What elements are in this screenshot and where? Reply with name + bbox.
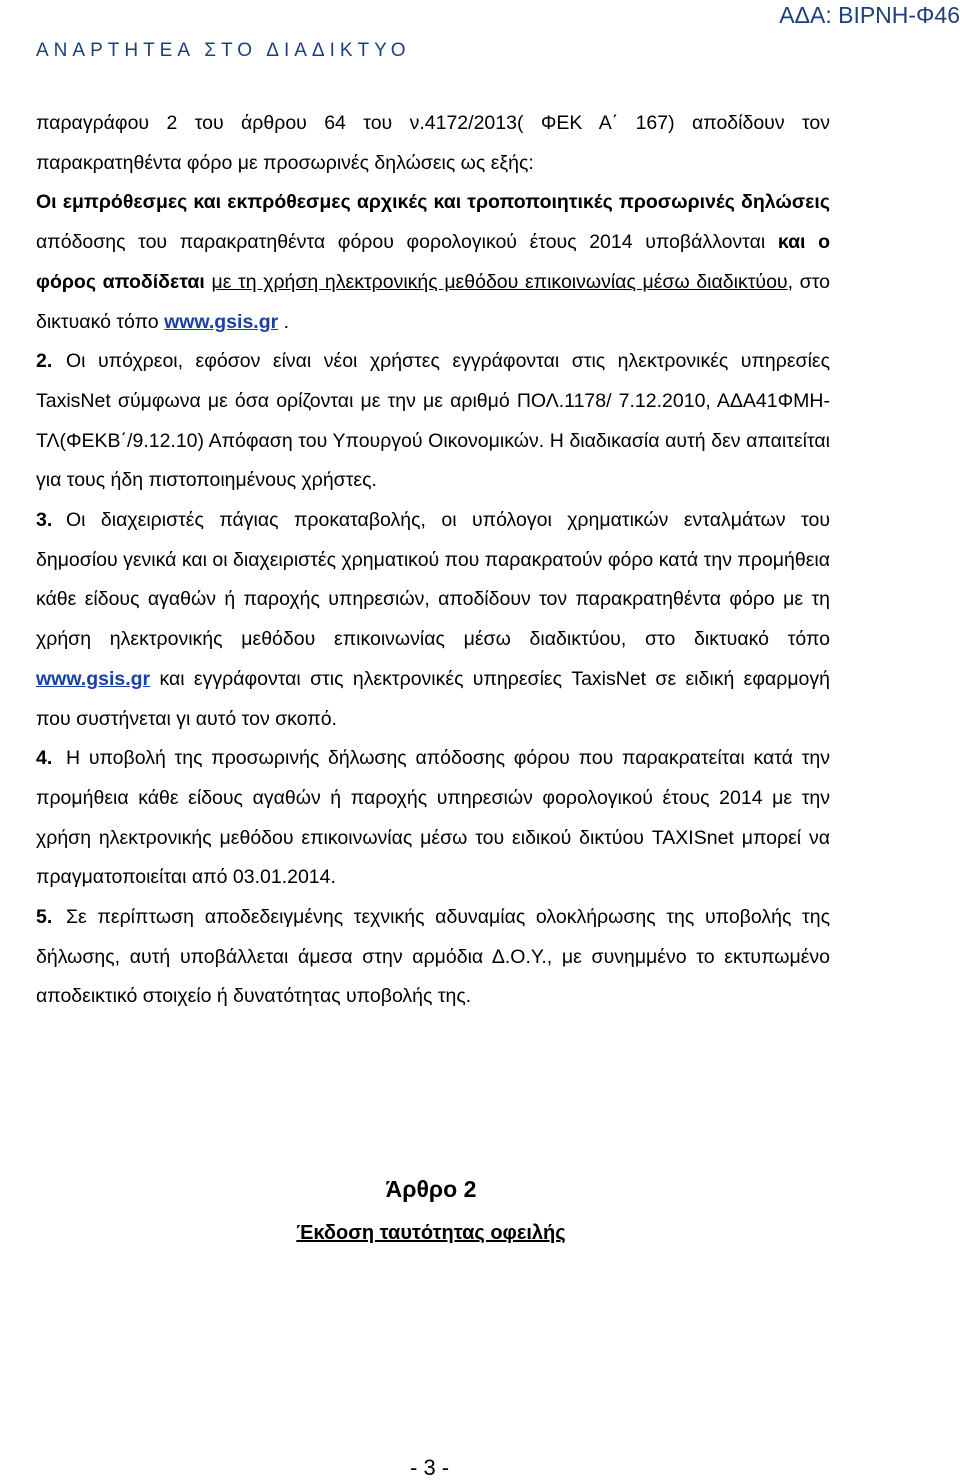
paragraph-1: παραγράφου 2 του άρθρου 64 του ν.4172/2013( ΦΕΚ Α΄ 167) αποδίδουν τον παρακρατηθέντα φόρο με προσωρινές δηλώσεις ως εξής: Οι εμπρόθεσμες και εκπρόθεσμες αρχικές και τροποποιητικές προσωρινές δηλώσεις απόδοσης του παρακρατηθέντα φόρου φορολογικού έτους 2014 υποβάλλονται και ο φόρος αποδίδεται με τη χρήση ηλεκτρονικής μεθόδου επικοινωνίας μέσω διαδικτύου, στο δικτυακό τόπο www.gsis.gr . bbox=[36, 112, 831, 333]
paragraph-1-intro: παραγράφου 2 του άρθρου 64 του ν.4172/2013( ΦΕΚ Α΄ 167) αποδίδουν τον παρακρατηθέντα φόρο με προσωρινές δηλώσεις ως εξής: bbox=[36, 112, 830, 174]
document-body bbox=[36, 104, 830, 1017]
item-text-after: και εγγράφονται στις ηλεκτρονικές υπηρεσίες TaxisNet σε ειδική εφαρμογή που συστήνεται γι αυτό τον σκοπό. bbox=[36, 667, 830, 730]
item-text: Σε περίπτωση αποδεδειγμένης τεχνικής αδυναμίας ολοκλήρωσης της υποβολής της δήλωσης, αυτή υποβάλλεται άμεσα στην αρμόδια Δ.Ο.Υ., με συνημμένο το εκτυπωμένο αποδεικτικό στοιχείο ή δυνατότητας υποβολής της. bbox=[36, 906, 830, 1008]
item-number: 3. bbox=[36, 509, 53, 532]
item-number: 5. bbox=[36, 906, 53, 929]
list-item bbox=[36, 898, 830, 1017]
article-subtitle: Έκδοση ταυτότητας οφειλής bbox=[296, 1222, 566, 1244]
list-item bbox=[36, 739, 830, 898]
paragraph-1-tail: , στο δικτυακό τόπο bbox=[36, 270, 830, 333]
page-number: - 3 - bbox=[410, 1455, 450, 1480]
paragraph-1-underlined: με τη χρήση ηλεκτρονικής μεθόδου επικοινωνίας μέσω διαδικτύου bbox=[211, 270, 788, 293]
list-item bbox=[36, 342, 830, 501]
article-title: Άρθρο 2 bbox=[385, 1176, 477, 1202]
paragraph-1-mid: απόδοσης του παρακρατηθέντα φόρου φορολογικού έτους 2014 υποβάλλονται bbox=[36, 231, 778, 254]
header-posting-notice: ΑΝΑΡΤΗΤΕΑ ΣΤΟ ΔΙΑΔΙΚΤΥΟ bbox=[36, 40, 411, 61]
paragraph-1-bold-lead: Οι εμπρόθεσμες και εκπρόθεσμες αρχικές και τροποποιητικές προσωρινές δηλώσεις bbox=[36, 191, 830, 214]
gsis-link-1[interactable]: www.gsis.gr bbox=[164, 310, 279, 333]
header-ada-code: ΑΔΑ: ΒΙΡΝΗ-Φ46 bbox=[779, 2, 960, 28]
gsis-link-2[interactable]: www.gsis.gr bbox=[36, 667, 151, 690]
item-text: Οι υπόχρεοι, εφόσον είναι νέοι χρήστες εγγράφονται στις ηλεκτρονικές υπηρεσίες TaxisNet σύμφωνα με όσα ορίζονται με την με αριθμό ΠΟΛ.1178/ 7.12.2010, ΑΔΑ41ΦΜΗ-ΤΛ(ΦΕΚΒ΄/9.12.10) Απόφαση του Υπουργού Οικονομικών. Η διαδικασία αυτή δεν απαιτείται για τους ήδη πιστοποιημένους χρήστες. bbox=[36, 350, 830, 492]
paragraph-1-bold-2: και ο φόρος αποδίδεται bbox=[36, 231, 831, 293]
item-number: 2. bbox=[36, 350, 53, 373]
item-text: Οι διαχειριστές πάγιας προκαταβολής, οι υπόλογοι χρηματικών ενταλμάτων του δημοσίου γενικά και οι διαχειριστές χρηματικού που παρακρατούν φόρο κατά την προμήθεια κάθε είδους αγαθών ή παροχής υπηρεσιών, αποδίδουν τον παρακρατηθέντα φόρο με τη χρήση ηλεκτρονικής μεθόδου επικοινωνίας μέσω διαδικτύου, στο δικτυακό τόπο bbox=[36, 509, 830, 651]
list-item bbox=[36, 501, 830, 739]
item-text: Η υποβολή της προσωρινής δήλωσης απόδοσης φόρου που παρακρατείται κατά την προμήθεια κάθε είδους αγαθών ή παροχής υπηρεσιών φορολογικού έτους 2014 με την χρήση ηλεκτρονικής μεθόδου επικοινωνίας μέσω του ειδικού δικτύου TAXISnet μπορεί να πραγματοποιείται από 03.01.2014. bbox=[36, 747, 830, 889]
item-number: 4. bbox=[36, 747, 53, 770]
